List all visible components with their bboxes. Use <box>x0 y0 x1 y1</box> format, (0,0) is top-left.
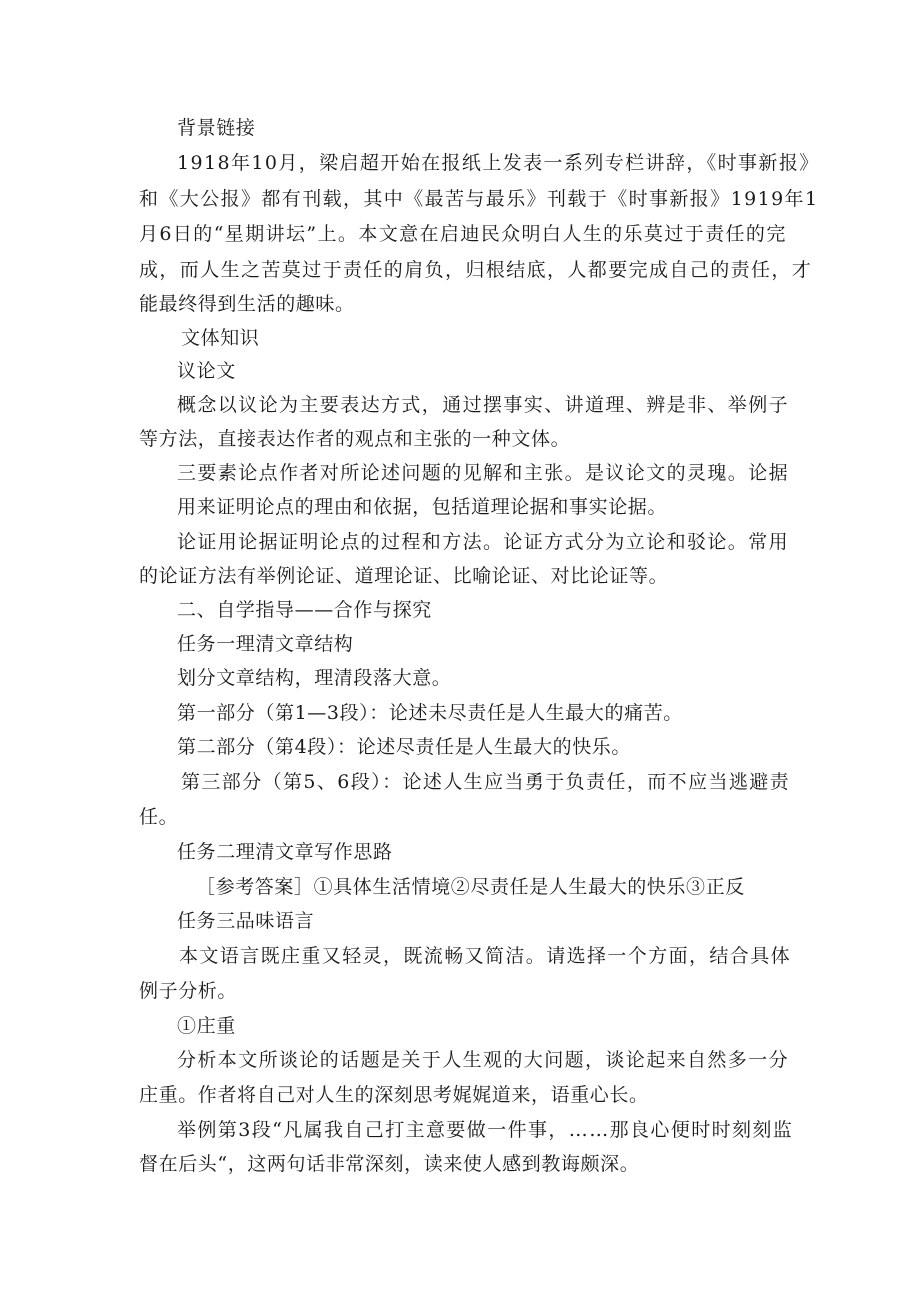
heading-argumentative-essay: 议论文 <box>177 360 236 382</box>
paragraph-line: 1918年10月，梁启超开始在报纸上发表一系列专栏讲辞，《时事新报》 <box>177 152 820 174</box>
paragraph-line: 分析本文所谈论的话题是关于人生观的大问题，谈论起来自然多一分 <box>177 1049 790 1071</box>
heading-genre-knowledge: 文体知识 <box>181 327 260 349</box>
heading-background-link: 背景链接 <box>177 117 256 139</box>
paragraph-line: 的论证方法有举例论证、道理论证、比喻论证、对比论证等。 <box>139 565 669 587</box>
paragraph-line: 本文语言既庄重又轻灵，既流畅又简洁。请选择一个方面，结合具体 <box>179 945 792 967</box>
paragraph-line: 成，而人生之苦莫过于责任的肩负，归根结底，人都要完成自己的责任，才 <box>139 259 813 281</box>
paragraph-line: 等方法，直接表达作者的观点和主张的一种文体。 <box>139 428 571 450</box>
paragraph-line: 划分文章结构，理清段落大意。 <box>177 667 452 689</box>
paragraph-line: 用来证明论点的理由和依据，包括道理论据和事实论据。 <box>177 496 668 518</box>
paragraph-line: 和《大公报》都有刊载，其中《最苦与最乐》刊载于《时事新报》1919年1 <box>139 188 819 210</box>
paragraph-line: 论证用论据证明论点的过程和方法。论证方式分为立论和驳论。常用 <box>177 531 790 553</box>
paragraph-line: 第三部分（第5、6段）：论述人生应当勇于负责任，而不应当逃避责 <box>181 771 791 793</box>
paragraph-line: 三要素论点作者对所论述问题的见解和主张。是议论文的灵瑰。论据 <box>177 462 790 484</box>
reference-answer: ［参考答案］①具体生活情境②尽责任是人生最大的快乐③正反 <box>196 876 745 898</box>
subheading: ①庄重 <box>177 1015 236 1037</box>
paragraph-line: 庄重。作者将自己对人生的深刻思考娓娓道来，语重心长。 <box>139 1084 649 1106</box>
paragraph-line: 任。 <box>139 806 179 828</box>
paragraph-line: 例子分析。 <box>139 980 238 1002</box>
paragraph-line: 月6日的“星期讲坛”上。本文意在启迪民众明白人生的乐莫过于责任的完 <box>139 223 787 245</box>
task-heading: 任务三品味语言 <box>177 910 315 932</box>
paragraph-line: 第一部分（第1—3段）：论述未尽责任是人生最大的痛苦。 <box>177 702 683 724</box>
paragraph-line: 督在后头“，这两句话非常深刻，读来使人感到教诲颇深。 <box>139 1153 640 1175</box>
paragraph-line: 能最终得到生活的趣味。 <box>139 293 355 315</box>
paragraph-line: 概念以议论为主要表达方式，通过摆事实、讲道理、辨是非、举例子 <box>177 394 790 416</box>
task-heading: 任务二理清文章写作思路 <box>177 841 393 863</box>
section-heading: 二、自学指导——合作与探究 <box>177 599 432 621</box>
paragraph-line: 第二部分（第4段）：论述尽责任是人生最大的快乐。 <box>177 736 631 758</box>
paragraph-line: 举例第3段“凡属我自己打主意要做一件事，……那良心便时时刻刻监 <box>177 1119 794 1141</box>
task-heading: 任务一理清文章结构 <box>177 633 354 655</box>
